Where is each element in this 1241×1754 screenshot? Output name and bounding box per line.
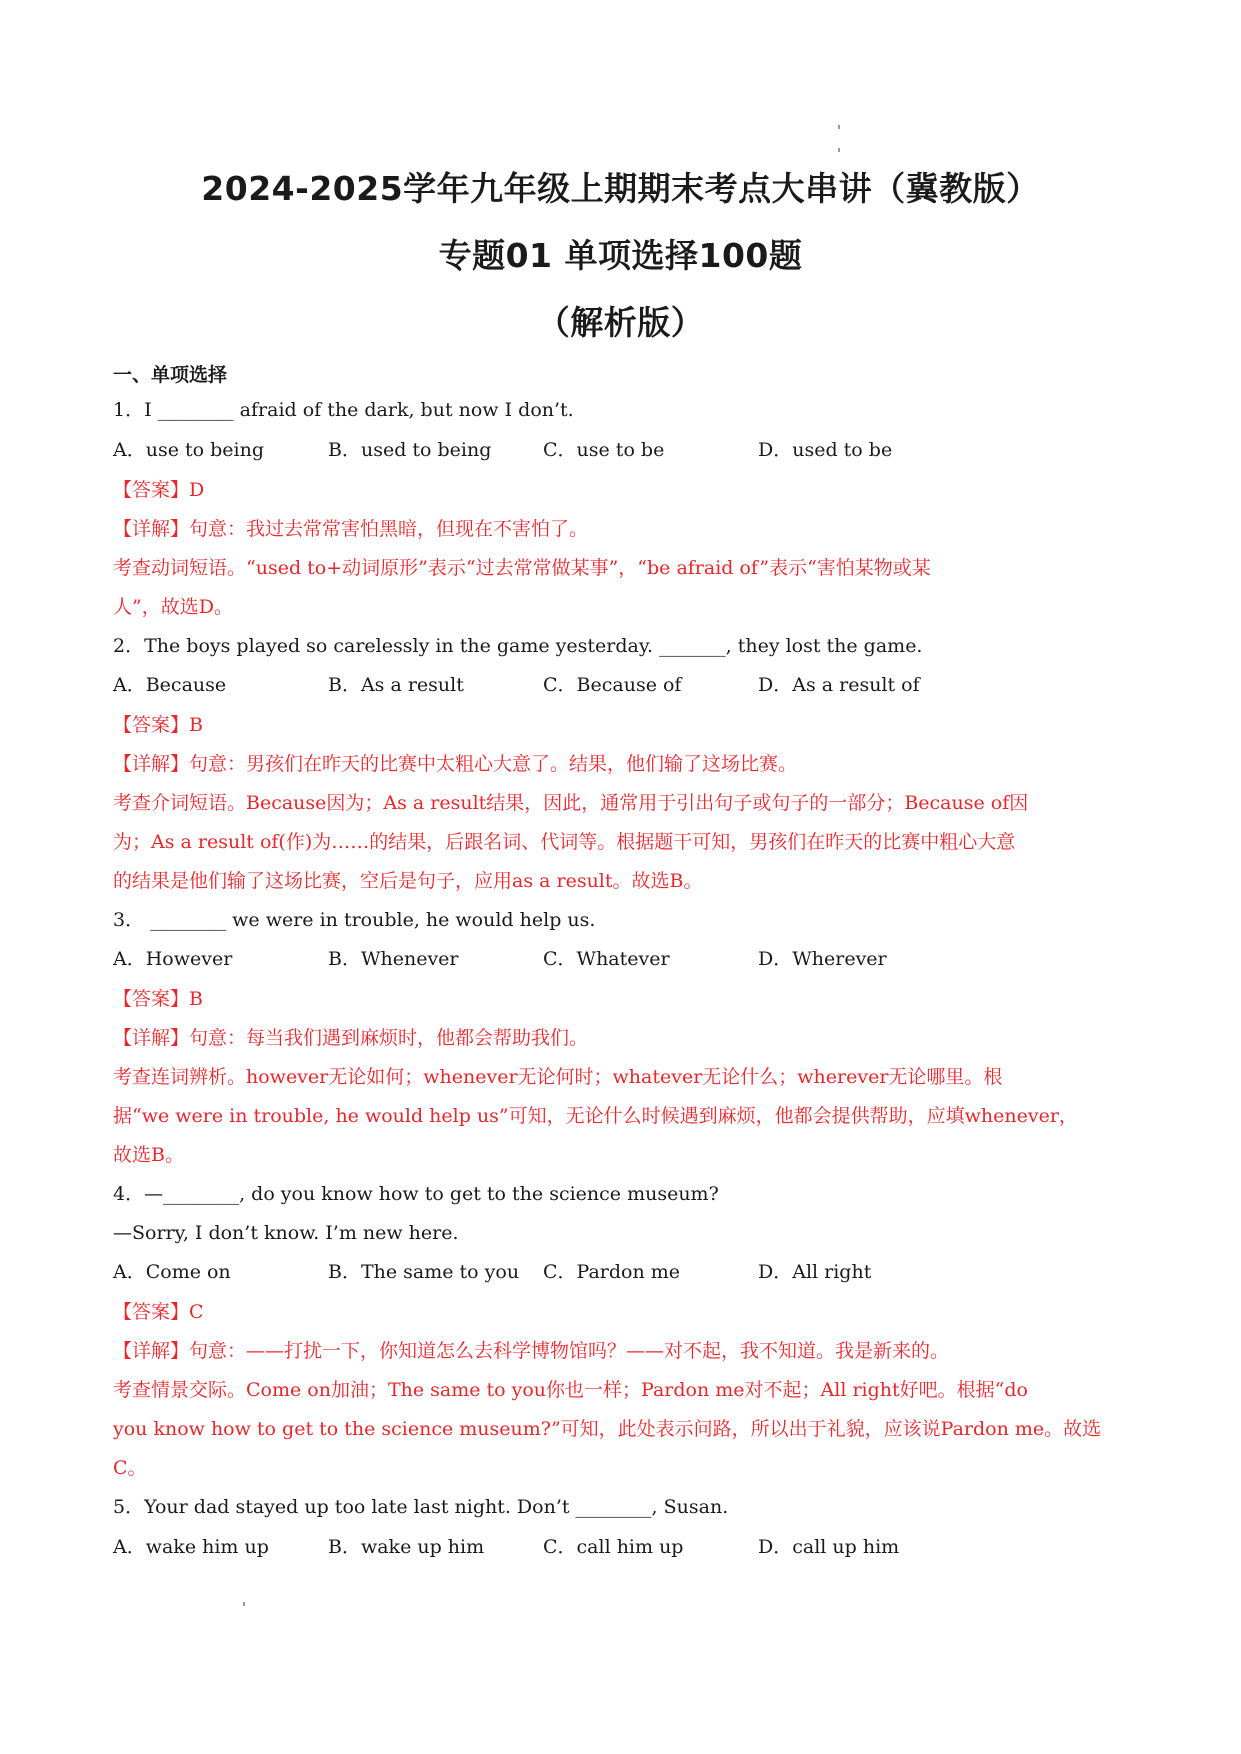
- explanation-line: 考查连词辨析。however无论如何；whenever无论何时；whatever无论什么；wherever无论哪里。根: [113, 1066, 1003, 1088]
- explanation-line: 【详解】句意：每当我们遇到麻烦时，他都会帮助我们。: [113, 1027, 589, 1049]
- explanation-line: you know how to get to the science museum?”可知，此处表示问路，所以出于礼貌，应该说Pardon me。故选: [113, 1418, 1102, 1440]
- question-stem: 5．Your dad stayed up too late last night. Don’t ________, Susan.: [113, 1496, 729, 1518]
- option-c: C．Whatever: [543, 948, 670, 970]
- document-subtitle: 专题01 单项选择100题: [438, 236, 803, 275]
- answer-line: 【答案】C: [113, 1301, 204, 1323]
- option-b: B．The same to you: [328, 1261, 520, 1283]
- option-a: A．Come on: [113, 1261, 231, 1283]
- explanation-line: 人”，故选D。: [113, 596, 233, 618]
- explanation-line: 【详解】句意：男孩们在昨天的比赛中太粗心大意了。结果，他们输了这场比赛。: [113, 753, 798, 775]
- option-a: A．use to being: [113, 439, 264, 461]
- explanation-line: 故选B。: [113, 1144, 184, 1166]
- option-a: A．However: [113, 948, 233, 970]
- document-edition: （解析版）: [536, 303, 705, 342]
- option-a: A．Because: [113, 674, 227, 696]
- scan-speck: [838, 148, 840, 152]
- explanation-line: 的结果是他们输了这场比赛，空后是句子，应用as a result。故选B。: [113, 870, 703, 892]
- question-stem: 1．I ________ afraid of the dark, but now I don’t.: [113, 399, 574, 421]
- option-d: D．Wherever: [758, 948, 887, 970]
- explanation-line: 为；As a result of(作)为……的结果，后跟名词、代词等。根据题干可知，男孩们在昨天的比赛中粗心大意: [113, 831, 1016, 853]
- option-b: B．As a result: [328, 674, 464, 696]
- scan-speck: [838, 125, 840, 129]
- question-stem: 4．—________, do you know how to get to the science museum?: [113, 1183, 719, 1205]
- explanation-line: C。: [113, 1457, 147, 1479]
- question-options: [113, 673, 973, 697]
- option-d: D．All right: [758, 1261, 872, 1283]
- option-b: B．Whenever: [328, 948, 459, 970]
- answer-line: 【答案】B: [113, 714, 203, 736]
- option-d: D．As a result of: [758, 674, 920, 696]
- explanation-line: 考查情景交际。Come on加油；The same to you你也一样；Pardon me对不起；All right好吧。根据“do: [113, 1379, 1028, 1401]
- option-c: C．Because of: [543, 674, 682, 696]
- option-a: A．wake him up: [113, 1536, 269, 1558]
- scan-speck: [243, 1602, 245, 1606]
- option-c: C．Pardon me: [543, 1261, 681, 1283]
- section-heading: 一、单项选择: [113, 364, 228, 386]
- question-options: [113, 1260, 973, 1284]
- option-b: B．wake up him: [328, 1536, 485, 1558]
- explanation-line: 【详解】句意：我过去常常害怕黑暗，但现在不害怕了。: [113, 518, 589, 540]
- option-c: C．call him up: [543, 1536, 684, 1558]
- question-options: [113, 947, 973, 971]
- question-stem: 2．The boys played so carelessly in the game yesterday. _______, they lost the game.: [113, 635, 923, 657]
- answer-line: 【答案】D: [113, 479, 205, 501]
- option-c: C．use to be: [543, 439, 665, 461]
- question-options: [113, 438, 973, 462]
- explanation-line: 据“we were in trouble, he would help us”可知，无论什么时候遇到麻烦，他都会提供帮助，应填whenever，: [113, 1105, 1078, 1127]
- explanation-line: 【详解】句意：——打扰一下，你知道怎么去科学博物馆吗？——对不起，我不知道。我是新来的。: [113, 1340, 950, 1362]
- explanation-line: 考查介词短语。Because因为；As a result结果，因此，通常用于引出句子或句子的一部分；Because of因: [113, 792, 1029, 814]
- explanation-line: 考查动词短语。“used to+动词原形”表示“过去常常做某事”，“be afraid of”表示“害怕某物或某: [113, 557, 931, 579]
- option-b: B．used to being: [328, 439, 492, 461]
- question-stem-reply: —Sorry, I don’t know. I’m new here.: [113, 1222, 459, 1244]
- question-stem: 3． ________ we were in trouble, he would help us.: [113, 909, 596, 931]
- option-d: D．call up him: [758, 1536, 900, 1558]
- question-options: [113, 1535, 973, 1559]
- answer-line: 【答案】B: [113, 988, 203, 1010]
- document-title: 2024-2025学年九年级上期期末考点大串讲（冀教版）: [201, 169, 1040, 208]
- option-d: D．used to be: [758, 439, 893, 461]
